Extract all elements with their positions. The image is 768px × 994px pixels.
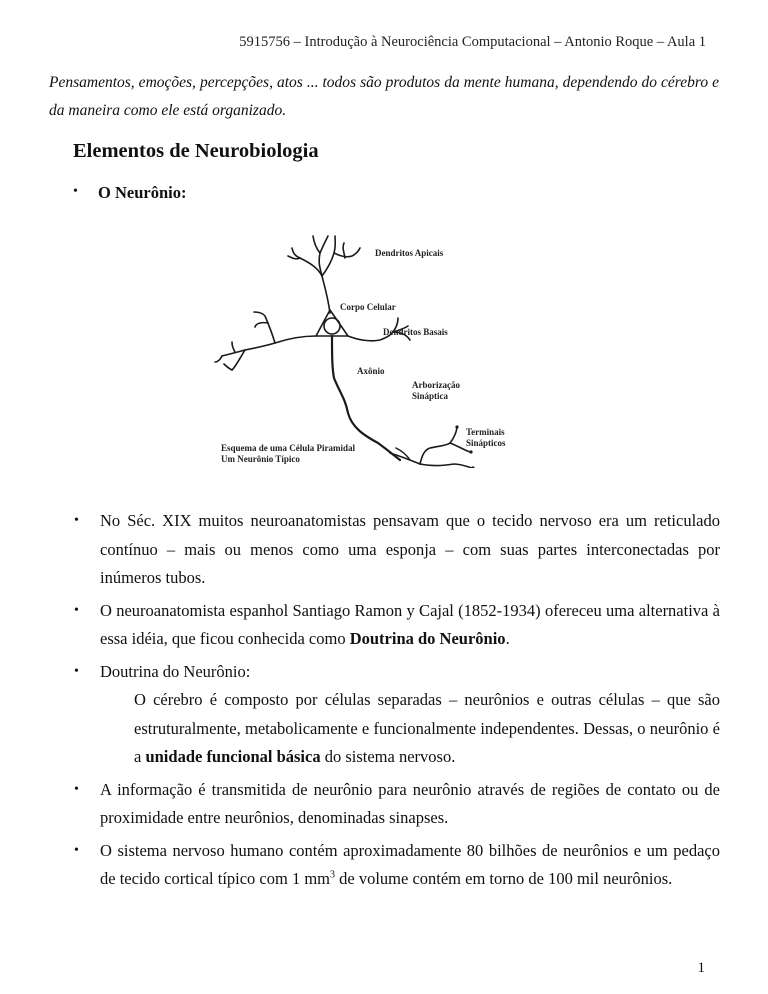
list-item bbox=[74, 507, 720, 593]
label-synaptic-terminals-1: Terminais bbox=[466, 427, 505, 437]
bullet-neuron-heading bbox=[74, 183, 186, 203]
bullet-neuron-label: O Neurônio: bbox=[98, 183, 187, 202]
item-text: O neuroanatomista espanhol Santiago Ramon y Cajal (1852-1934) ofereceu uma alternativa à essa idéia, que ficou conhecida como bbox=[100, 600, 720, 648]
definition-text-end: do sistema nervoso. bbox=[320, 747, 456, 766]
figure-caption-2: Um Neurônio Típico bbox=[221, 454, 300, 464]
item-text: A informação é transmitida de neurônio para neurônio através de regiões de contato ou de proximidade entre neurônios, denominadas sinapses. bbox=[100, 779, 720, 827]
item-text: No Séc. XIX muitos neuroanatomistas pensavam que o tecido nervoso era um reticulado contínuo – mais ou menos como uma esponja – com suas partes interconectadas por inúmeros tubos. bbox=[100, 511, 720, 587]
label-synaptic-arborization-2: Sináptica bbox=[412, 391, 449, 401]
definition-text: O cérebro é composto por células separadas – neurônios e outras células – que são estruturalmente, metabolicamente e funcionalmente independentes. Dessas, o neurônio é a bbox=[134, 690, 720, 766]
list-item bbox=[74, 776, 720, 833]
label-apical-dendrites: Dendritos Apicais bbox=[375, 248, 444, 258]
figure-caption-1: Esquema de uma Célula Piramidal bbox=[221, 443, 356, 453]
neuron-diagram bbox=[210, 228, 530, 468]
page-header: 5915756 – Introdução à Neurociência Computacional – Antonio Roque – Aula 1 bbox=[239, 34, 706, 50]
item-text: Doutrina do Neurônio: bbox=[100, 661, 251, 681]
item-bold-term: Doutrina do Neurônio bbox=[349, 629, 506, 648]
bullet-icon: • bbox=[74, 602, 79, 618]
section-title: Elementos de Neurobiologia bbox=[73, 140, 319, 162]
item-text-end: de volume contém em torno de 100 mil neurônios. bbox=[335, 869, 673, 888]
bullet-icon: • bbox=[73, 184, 78, 199]
label-axon: Axônio bbox=[357, 366, 385, 376]
page-number: 1 bbox=[697, 960, 705, 976]
superscript: 3 bbox=[330, 869, 336, 881]
intro-paragraph: Pensamentos, emoções, percepções, atos ... todos são produtos da mente humana, dependendo do cérebro e da maneira como ele está organizado. bbox=[49, 74, 719, 119]
list-item bbox=[74, 597, 720, 654]
bullet-list bbox=[74, 507, 720, 898]
bullet-icon: • bbox=[74, 513, 79, 528]
label-synaptic-arborization-1: Arborização bbox=[412, 380, 460, 390]
list-item bbox=[74, 658, 720, 687]
item-text: O sistema nervoso humano contém aproximadamente 80 bilhões de neurônios e um pedaço de tecido cortical típico com 1 mm bbox=[100, 840, 720, 888]
definition-bold-term: unidade funcional básica bbox=[145, 747, 321, 766]
label-basal-dendrites: Dendritos Basais bbox=[383, 327, 448, 337]
label-synaptic-terminals-2: Sinápticos bbox=[466, 438, 506, 448]
bullet-icon: • bbox=[74, 842, 79, 858]
item-text-end: . bbox=[505, 629, 510, 648]
list-item bbox=[74, 837, 720, 894]
definition-paragraph bbox=[74, 686, 720, 772]
bullet-icon: • bbox=[74, 663, 79, 679]
label-cell-body: Corpo Celular bbox=[340, 302, 396, 312]
bullet-icon: • bbox=[74, 781, 79, 797]
